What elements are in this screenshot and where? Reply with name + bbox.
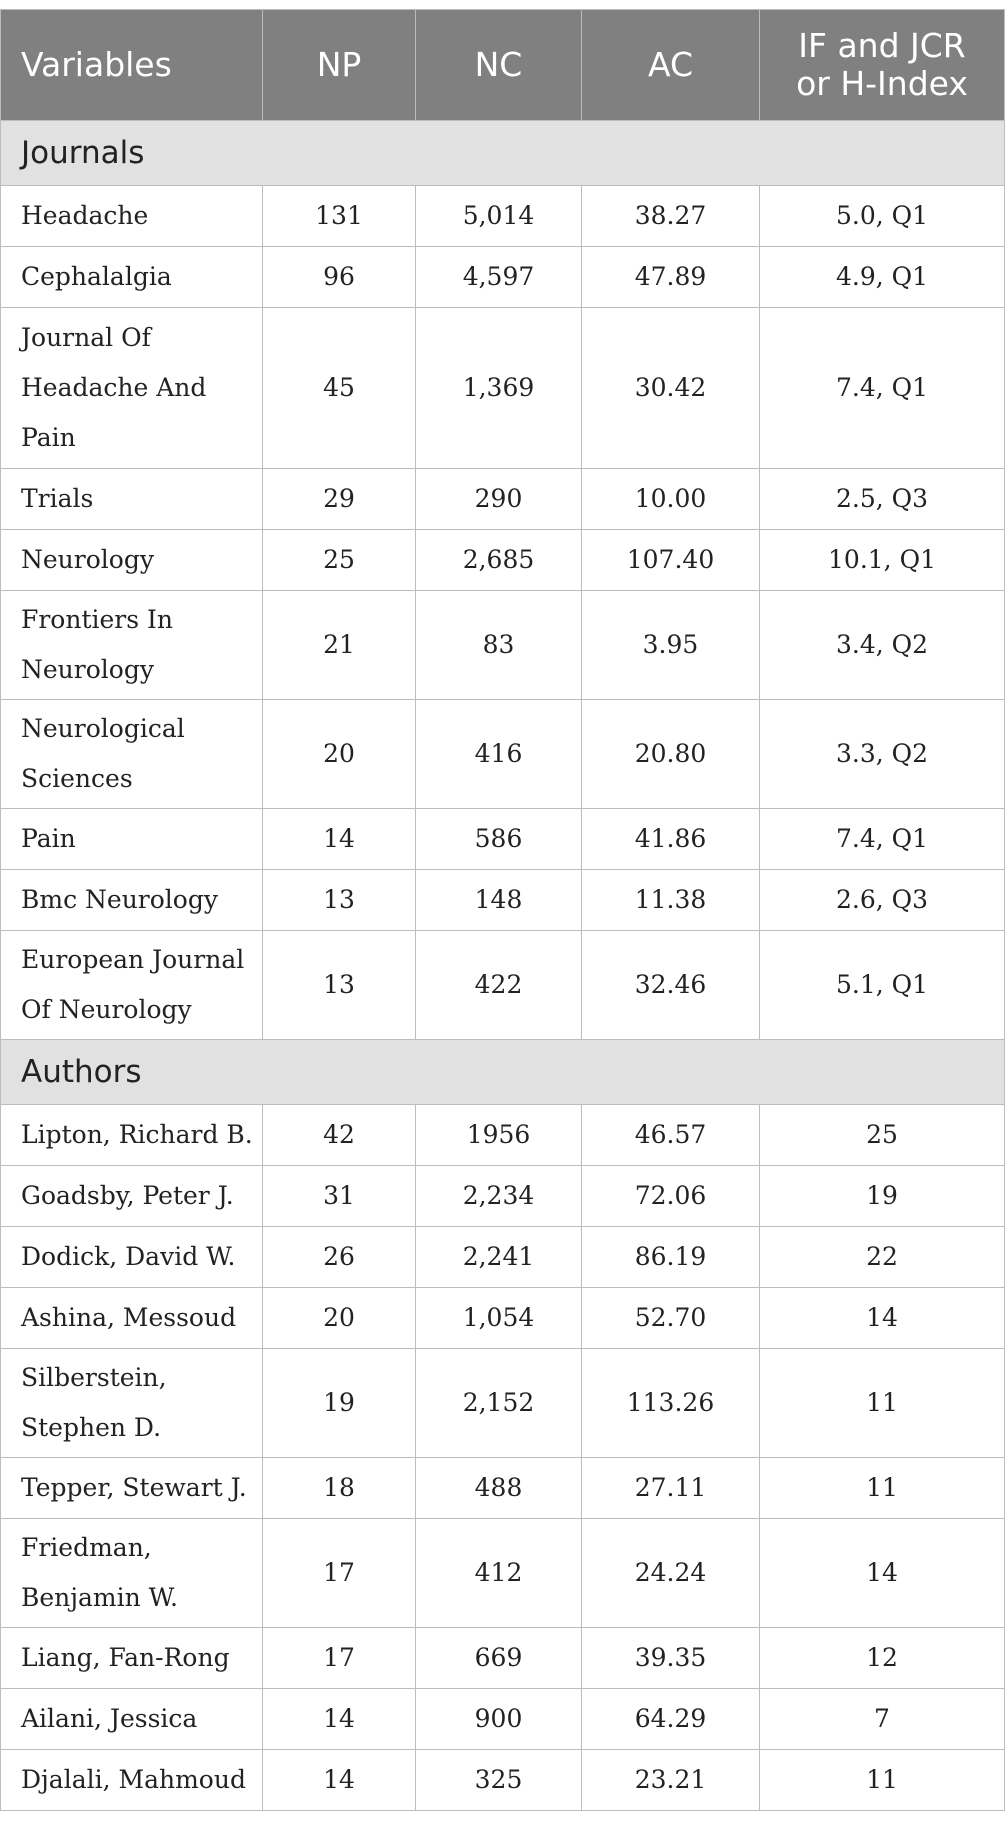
cell-name [1,700,263,809]
cell-np: 19 [263,1349,416,1458]
cell-np: 29 [263,469,416,530]
cell-ac: 41.86 [582,809,760,870]
cell-nc: 2,685 [416,530,582,591]
cell-metric: 11 [760,1750,1005,1811]
cell-name-line: Sciences [21,764,133,793]
cell-name [1,1227,263,1288]
cell-name-line: Bmc Neurology [21,885,218,914]
cell-metric: 2.5, Q3 [760,469,1005,530]
cell-name [1,186,263,247]
header-nc: NC [416,10,582,121]
cell-nc: 325 [416,1750,582,1811]
cell-np: 96 [263,247,416,308]
cell-name-line: Neurology [21,655,154,684]
cell-ac: 30.42 [582,308,760,469]
table-row [1,1750,1005,1811]
cell-np: 13 [263,870,416,931]
cell-nc: 1,054 [416,1288,582,1349]
cell-metric: 7 [760,1689,1005,1750]
cell-name-line: Frontiers In [21,605,173,634]
cell-name-line: Lipton, Richard B. [21,1120,253,1149]
cell-metric: 12 [760,1628,1005,1689]
table-row [1,1689,1005,1750]
cell-name [1,809,263,870]
section-title: Journals [1,121,1005,186]
section-row-authors [1,1040,1005,1105]
cell-ac: 47.89 [582,247,760,308]
cell-name-line: Dodick, David W. [21,1242,236,1271]
cell-name-line: Headache And [21,373,207,402]
cell-ac: 32.46 [582,931,760,1040]
cell-name [1,1458,263,1519]
cell-name [1,1166,263,1227]
cell-ac: 24.24 [582,1519,760,1628]
cell-name-line: Silberstein, [21,1363,167,1392]
cell-ac: 38.27 [582,186,760,247]
cell-metric: 14 [760,1288,1005,1349]
cell-np: 42 [263,1105,416,1166]
cell-name-line: Stephen D. [21,1413,162,1442]
cell-name [1,591,263,700]
cell-name-line: Liang, Fan-Rong [21,1643,230,1672]
cell-metric: 7.4, Q1 [760,308,1005,469]
cell-np: 20 [263,700,416,809]
table-row [1,700,1005,809]
cell-np: 13 [263,931,416,1040]
cell-name [1,1349,263,1458]
cell-name-line: Journal Of [21,323,151,352]
cell-nc: 290 [416,469,582,530]
table-row [1,1349,1005,1458]
cell-metric: 3.3, Q2 [760,700,1005,809]
cell-nc: 412 [416,1519,582,1628]
cell-ac: 46.57 [582,1105,760,1166]
cell-ac: 52.70 [582,1288,760,1349]
cell-nc: 2,234 [416,1166,582,1227]
header-ac: AC [582,10,760,121]
cell-name [1,870,263,931]
cell-np: 20 [263,1288,416,1349]
cell-name [1,530,263,591]
cell-name [1,1628,263,1689]
cell-name-line: Neurological [21,714,185,743]
cell-nc: 2,241 [416,1227,582,1288]
cell-name [1,247,263,308]
cell-ac: 3.95 [582,591,760,700]
cell-name-line: Pain [21,824,76,853]
cell-np: 31 [263,1166,416,1227]
cell-ac: 23.21 [582,1750,760,1811]
cell-np: 14 [263,809,416,870]
cell-name [1,469,263,530]
cell-metric: 4.9, Q1 [760,247,1005,308]
table-row [1,931,1005,1040]
cell-metric: 10.1, Q1 [760,530,1005,591]
cell-name-line: Tepper, Stewart J. [21,1473,247,1502]
cell-nc: 669 [416,1628,582,1689]
cell-metric: 11 [760,1349,1005,1458]
cell-nc: 586 [416,809,582,870]
cell-name-line: Of Neurology [21,995,192,1024]
cell-nc: 148 [416,870,582,931]
table-row [1,809,1005,870]
cell-ac: 86.19 [582,1227,760,1288]
table-row [1,1288,1005,1349]
cell-name-line: Ashina, Messoud [21,1303,237,1332]
cell-name-line: Neurology [21,545,154,574]
cell-ac: 20.80 [582,700,760,809]
header-if-jcr-h-index [760,10,1005,121]
cell-np: 26 [263,1227,416,1288]
cell-nc: 422 [416,931,582,1040]
cell-ac: 11.38 [582,870,760,931]
cell-ac: 39.35 [582,1628,760,1689]
header-np: NP [263,10,416,121]
cell-nc: 1,369 [416,308,582,469]
table-row [1,591,1005,700]
cell-nc: 900 [416,1689,582,1750]
header-if-jcr-line-1: IF and JCR [798,26,966,65]
cell-np: 21 [263,591,416,700]
cell-name-line: Benjamin W. [21,1583,178,1612]
cell-metric: 25 [760,1105,1005,1166]
cell-np: 131 [263,186,416,247]
cell-name-line: Cephalalgia [21,262,172,291]
cell-ac: 27.11 [582,1458,760,1519]
cell-nc: 83 [416,591,582,700]
cell-np: 18 [263,1458,416,1519]
cell-metric: 5.1, Q1 [760,931,1005,1040]
cell-nc: 4,597 [416,247,582,308]
cell-name [1,1105,263,1166]
table-row [1,469,1005,530]
table-body [1,121,1005,1811]
cell-metric: 7.4, Q1 [760,809,1005,870]
cell-name [1,1519,263,1628]
data-table [0,9,1005,1811]
table-header [1,10,1005,121]
cell-metric: 14 [760,1519,1005,1628]
cell-name-line: Ailani, Jessica [21,1704,198,1733]
cell-metric: 19 [760,1166,1005,1227]
cell-ac: 107.40 [582,530,760,591]
cell-np: 25 [263,530,416,591]
cell-name-line: Headache [21,201,149,230]
table-row [1,308,1005,469]
cell-name [1,1288,263,1349]
cell-nc: 1956 [416,1105,582,1166]
cell-ac: 72.06 [582,1166,760,1227]
cell-metric: 5.0, Q1 [760,186,1005,247]
cell-name-line: European Journal [21,945,245,974]
cell-name-line: Friedman, [21,1533,152,1562]
cell-ac: 10.00 [582,469,760,530]
table-row [1,870,1005,931]
cell-name-line: Goadsby, Peter J. [21,1181,234,1210]
table-row [1,1227,1005,1288]
cell-nc: 416 [416,700,582,809]
table-row [1,1105,1005,1166]
header-if-jcr-line-2: or H-Index [796,64,968,103]
cell-name [1,931,263,1040]
cell-name [1,1689,263,1750]
table-row [1,1458,1005,1519]
table-row [1,530,1005,591]
section-row-journals [1,121,1005,186]
table-row [1,186,1005,247]
cell-metric: 22 [760,1227,1005,1288]
table-row [1,1519,1005,1628]
cell-name [1,308,263,469]
cell-ac: 64.29 [582,1689,760,1750]
cell-metric: 3.4, Q2 [760,591,1005,700]
cell-np: 14 [263,1689,416,1750]
cell-name [1,1750,263,1811]
cell-name-line: Djalali, Mahmoud [21,1765,246,1794]
table-row [1,247,1005,308]
cell-nc: 2,152 [416,1349,582,1458]
table-row [1,1166,1005,1227]
table-row [1,1628,1005,1689]
header-row [1,10,1005,121]
cell-np: 17 [263,1628,416,1689]
cell-name-line: Trials [21,484,94,513]
cell-metric: 11 [760,1458,1005,1519]
cell-name-line: Pain [21,423,76,452]
cell-ac: 113.26 [582,1349,760,1458]
cell-nc: 5,014 [416,186,582,247]
cell-np: 45 [263,308,416,469]
cell-np: 14 [263,1750,416,1811]
header-variables: Variables [1,10,263,121]
cell-np: 17 [263,1519,416,1628]
cell-nc: 488 [416,1458,582,1519]
cell-metric: 2.6, Q3 [760,870,1005,931]
section-title: Authors [1,1040,1005,1105]
